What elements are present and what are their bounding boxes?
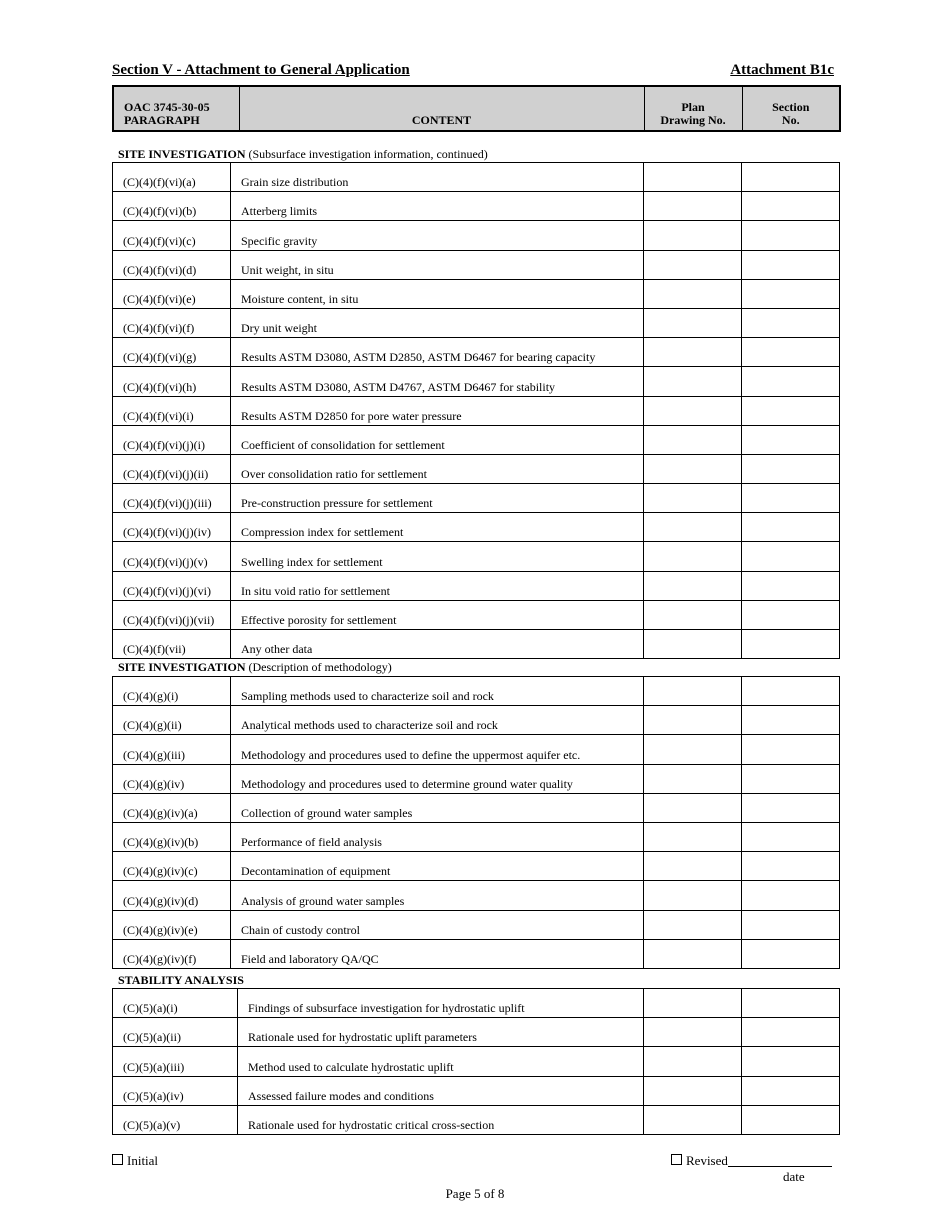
table-row <box>113 338 840 367</box>
plan-drawing-cell[interactable] <box>644 881 742 910</box>
plan-drawing-cell[interactable] <box>644 764 742 793</box>
table-row <box>113 939 840 968</box>
section-no-cell[interactable] <box>742 1047 840 1076</box>
plan-drawing-cell[interactable] <box>644 793 742 822</box>
table-row <box>113 484 840 513</box>
section-no-cell[interactable] <box>742 396 840 425</box>
section-no-cell[interactable] <box>742 250 840 279</box>
plan-drawing-cell[interactable] <box>644 571 742 600</box>
content-cell: Decontamination of equipment <box>231 852 644 881</box>
plan-drawing-cell[interactable] <box>644 484 742 513</box>
section-no-cell[interactable] <box>742 1076 840 1105</box>
table-row <box>113 1047 840 1076</box>
content-cell: Compression index for settlement <box>231 513 644 542</box>
paragraph-cell: (C)(5)(a)(v) <box>113 1105 238 1134</box>
content-cell: Sampling methods used to characterize soil and rock <box>231 677 644 706</box>
plan-drawing-cell[interactable] <box>644 1047 742 1076</box>
plan-drawing-cell[interactable] <box>644 396 742 425</box>
paragraph-cell: (C)(5)(a)(iv) <box>113 1076 238 1105</box>
content-cell: Method used to calculate hydrostatic uplift <box>238 1047 644 1076</box>
paragraph-cell: (C)(4)(g)(iv)(c) <box>113 852 231 881</box>
section-no-cell[interactable] <box>742 163 840 192</box>
section-no-cell[interactable] <box>742 513 840 542</box>
plan-drawing-cell[interactable] <box>644 250 742 279</box>
table-row <box>113 308 840 337</box>
table-row <box>113 881 840 910</box>
content-cell: Grain size distribution <box>231 163 644 192</box>
revised-checkbox[interactable] <box>671 1154 682 1165</box>
section-no-cell[interactable] <box>742 192 840 221</box>
section-no-cell[interactable] <box>742 279 840 308</box>
paragraph-cell: (C)(5)(a)(ii) <box>113 1018 238 1047</box>
plan-drawing-cell[interactable] <box>644 454 742 483</box>
table-row <box>113 367 840 396</box>
paragraph-cell: (C)(4)(f)(vi)(i) <box>113 396 231 425</box>
content-cell: Findings of subsurface investigation for hydrostatic uplift <box>238 989 644 1018</box>
paragraph-cell: (C)(4)(f)(vi)(j)(i) <box>113 425 231 454</box>
section-no-column-header: Section No. <box>742 86 840 131</box>
content-cell: Dry unit weight <box>231 308 644 337</box>
table-row <box>113 279 840 308</box>
paragraph-cell: (C)(4)(g)(iv)(f) <box>113 939 231 968</box>
initial-checkbox[interactable] <box>112 1154 123 1165</box>
content-cell: Assessed failure modes and conditions <box>238 1076 644 1105</box>
section-no-cell[interactable] <box>742 1105 840 1134</box>
content-cell: Over consolidation ratio for settlement <box>231 454 644 483</box>
section-no-cell[interactable] <box>742 454 840 483</box>
table-row <box>113 600 840 629</box>
table-row <box>113 396 840 425</box>
section-no-cell[interactable] <box>742 822 840 851</box>
section-no-cell[interactable] <box>742 852 840 881</box>
methodology-table <box>112 676 840 969</box>
section-no-cell[interactable] <box>742 793 840 822</box>
table-row <box>113 989 840 1018</box>
plan-drawing-column-header: Plan Drawing No. <box>644 86 742 131</box>
paragraph-cell: (C)(4)(f)(vi)(j)(v) <box>113 542 231 571</box>
paragraph-cell: (C)(4)(g)(iv) <box>113 764 231 793</box>
content-cell: Moisture content, in situ <box>231 279 644 308</box>
section-no-cell[interactable] <box>742 630 840 659</box>
date-caption: date <box>783 1169 805 1184</box>
section-no-cell[interactable] <box>742 939 840 968</box>
plan-drawing-cell[interactable] <box>644 163 742 192</box>
content-cell: Rationale used for hydrostatic critical cross-section <box>238 1105 644 1134</box>
content-cell: Effective porosity for settlement <box>231 600 644 629</box>
content-cell: In situ void ratio for settlement <box>231 571 644 600</box>
content-cell: Collection of ground water samples <box>231 793 644 822</box>
paragraph-cell: (C)(4)(f)(vi)(e) <box>113 279 231 308</box>
paragraph-cell: (C)(4)(g)(iv)(b) <box>113 822 231 851</box>
content-cell: Swelling index for settlement <box>231 542 644 571</box>
table-row <box>113 793 840 822</box>
plan-drawing-cell[interactable] <box>644 425 742 454</box>
plan-drawing-cell[interactable] <box>644 600 742 629</box>
table-row <box>113 571 840 600</box>
initial-option[interactable] <box>112 1153 158 1169</box>
paragraph-cell: (C)(4)(g)(ii) <box>113 706 231 735</box>
content-cell: Methodology and procedures used to define the uppermost aquifer etc. <box>231 735 644 764</box>
plan-drawing-cell[interactable] <box>644 1105 742 1134</box>
section-no-cell[interactable] <box>742 881 840 910</box>
paragraph-cell: (C)(4)(f)(vi)(d) <box>113 250 231 279</box>
paragraph-cell: (C)(4)(f)(vii) <box>113 630 231 659</box>
table-row <box>113 910 840 939</box>
plan-drawing-cell[interactable] <box>644 192 742 221</box>
content-cell: Atterberg limits <box>231 192 644 221</box>
paragraph-cell: (C)(4)(f)(vi)(g) <box>113 338 231 367</box>
table-row <box>113 1018 840 1047</box>
section-no-cell[interactable] <box>742 735 840 764</box>
plan-drawing-cell[interactable] <box>644 630 742 659</box>
table-row <box>113 1076 840 1105</box>
content-cell: Coefficient of consolidation for settlement <box>231 425 644 454</box>
revised-date-line[interactable] <box>728 1154 832 1167</box>
plan-drawing-cell[interactable] <box>644 735 742 764</box>
paragraph-cell: (C)(4)(f)(vi)(j)(iii) <box>113 484 231 513</box>
paragraph-cell: (C)(5)(a)(i) <box>113 989 238 1018</box>
plan-drawing-cell[interactable] <box>644 677 742 706</box>
section-no-cell[interactable] <box>742 484 840 513</box>
plan-drawing-cell[interactable] <box>644 308 742 337</box>
paragraph-cell: (C)(4)(f)(vi)(j)(iv) <box>113 513 231 542</box>
section-heading: SITE INVESTIGATION (Subsurface investigation information, continued) <box>118 147 488 161</box>
paragraph-cell: (C)(4)(g)(iv)(e) <box>113 910 231 939</box>
table-row <box>113 1105 840 1134</box>
table-row <box>113 250 840 279</box>
plan-drawing-cell[interactable] <box>644 706 742 735</box>
table-row <box>113 192 840 221</box>
section-no-cell[interactable] <box>742 764 840 793</box>
table-row <box>113 454 840 483</box>
section-no-cell[interactable] <box>742 308 840 337</box>
content-cell: Unit weight, in situ <box>231 250 644 279</box>
subsurface-investigation-table <box>112 162 840 659</box>
section-no-cell[interactable] <box>742 910 840 939</box>
plan-drawing-cell[interactable] <box>644 279 742 308</box>
section-no-cell[interactable] <box>742 221 840 250</box>
section-no-cell[interactable] <box>742 425 840 454</box>
table-row <box>113 163 840 192</box>
plan-drawing-cell[interactable] <box>644 1076 742 1105</box>
plan-drawing-cell[interactable] <box>644 852 742 881</box>
content-cell: Analysis of ground water samples <box>231 881 644 910</box>
content-cell: Chain of custody control <box>231 910 644 939</box>
table-row <box>113 764 840 793</box>
paragraph-cell: (C)(4)(f)(vi)(f) <box>113 308 231 337</box>
paragraph-column-header: OAC 3745-30-05 PARAGRAPH <box>113 86 239 131</box>
table-row <box>113 677 840 706</box>
paragraph-cell: (C)(4)(f)(vi)(c) <box>113 221 231 250</box>
plan-drawing-cell[interactable] <box>644 367 742 396</box>
table-row <box>113 852 840 881</box>
section-no-cell[interactable] <box>742 571 840 600</box>
plan-drawing-cell[interactable] <box>644 910 742 939</box>
section-title: Section V - Attachment to General Application <box>112 62 410 78</box>
initial-label: Initial <box>127 1153 159 1168</box>
table-row <box>113 630 840 659</box>
content-column-header: CONTENT <box>239 86 644 131</box>
paragraph-cell: (C)(4)(g)(iv)(a) <box>113 793 231 822</box>
paragraph-cell: (C)(4)(f)(vi)(j)(vii) <box>113 600 231 629</box>
paragraph-cell: (C)(4)(g)(iv)(d) <box>113 881 231 910</box>
plan-drawing-cell[interactable] <box>644 338 742 367</box>
table-row <box>113 706 840 735</box>
paragraph-cell: (C)(4)(f)(vi)(j)(vi) <box>113 571 231 600</box>
content-cell: Performance of field analysis <box>231 822 644 851</box>
table-row <box>113 822 840 851</box>
section-no-cell[interactable] <box>742 367 840 396</box>
paragraph-cell: (C)(4)(g)(iii) <box>113 735 231 764</box>
column-header-table <box>112 85 841 132</box>
paragraph-cell: (C)(4)(f)(vi)(a) <box>113 163 231 192</box>
content-cell: Any other data <box>231 630 644 659</box>
paragraph-cell: (C)(4)(f)(vi)(b) <box>113 192 231 221</box>
content-cell: Results ASTM D3080, ASTM D4767, ASTM D6467 for stability <box>231 367 644 396</box>
content-cell: Analytical methods used to characterize soil and rock <box>231 706 644 735</box>
table-row <box>113 513 840 542</box>
content-cell: Pre-construction pressure for settlement <box>231 484 644 513</box>
plan-drawing-cell[interactable] <box>644 989 742 1018</box>
section-no-cell[interactable] <box>742 542 840 571</box>
content-cell: Results ASTM D3080, ASTM D2850, ASTM D6467 for bearing capacity <box>231 338 644 367</box>
content-cell: Rationale used for hydrostatic uplift parameters <box>238 1018 644 1047</box>
paragraph-cell: (C)(4)(f)(vi)(h) <box>113 367 231 396</box>
plan-drawing-cell[interactable] <box>644 822 742 851</box>
content-cell: Methodology and procedures used to determine ground water quality <box>231 764 644 793</box>
section-no-cell[interactable] <box>742 706 840 735</box>
content-cell: Field and laboratory QA/QC <box>231 939 644 968</box>
section-heading: SITE INVESTIGATION (Description of methodology) <box>118 660 392 674</box>
table-row <box>113 221 840 250</box>
table-row <box>113 542 840 571</box>
revised-label: Revised <box>686 1153 728 1168</box>
plan-drawing-cell[interactable] <box>644 939 742 968</box>
paragraph-cell: (C)(4)(f)(vi)(j)(ii) <box>113 454 231 483</box>
plan-drawing-cell[interactable] <box>644 1018 742 1047</box>
section-no-cell[interactable] <box>742 338 840 367</box>
content-cell: Results ASTM D2850 for pore water pressure <box>231 396 644 425</box>
stability-analysis-table <box>112 988 840 1135</box>
revised-option[interactable] <box>671 1153 832 1169</box>
paragraph-cell: (C)(4)(g)(i) <box>113 677 231 706</box>
section-no-cell[interactable] <box>742 1018 840 1047</box>
section-no-cell[interactable] <box>742 600 840 629</box>
paragraph-cell: (C)(5)(a)(iii) <box>113 1047 238 1076</box>
section-no-cell[interactable] <box>742 677 840 706</box>
section-no-cell[interactable] <box>742 989 840 1018</box>
table-row <box>113 735 840 764</box>
plan-drawing-cell[interactable] <box>644 221 742 250</box>
plan-drawing-cell[interactable] <box>644 542 742 571</box>
table-row <box>113 425 840 454</box>
page-number: Page 5 of 8 <box>445 1186 505 1201</box>
attachment-title: Attachment B1c <box>730 62 834 78</box>
section-heading: STABILITY ANALYSIS <box>118 973 244 987</box>
plan-drawing-cell[interactable] <box>644 513 742 542</box>
content-cell: Specific gravity <box>231 221 644 250</box>
